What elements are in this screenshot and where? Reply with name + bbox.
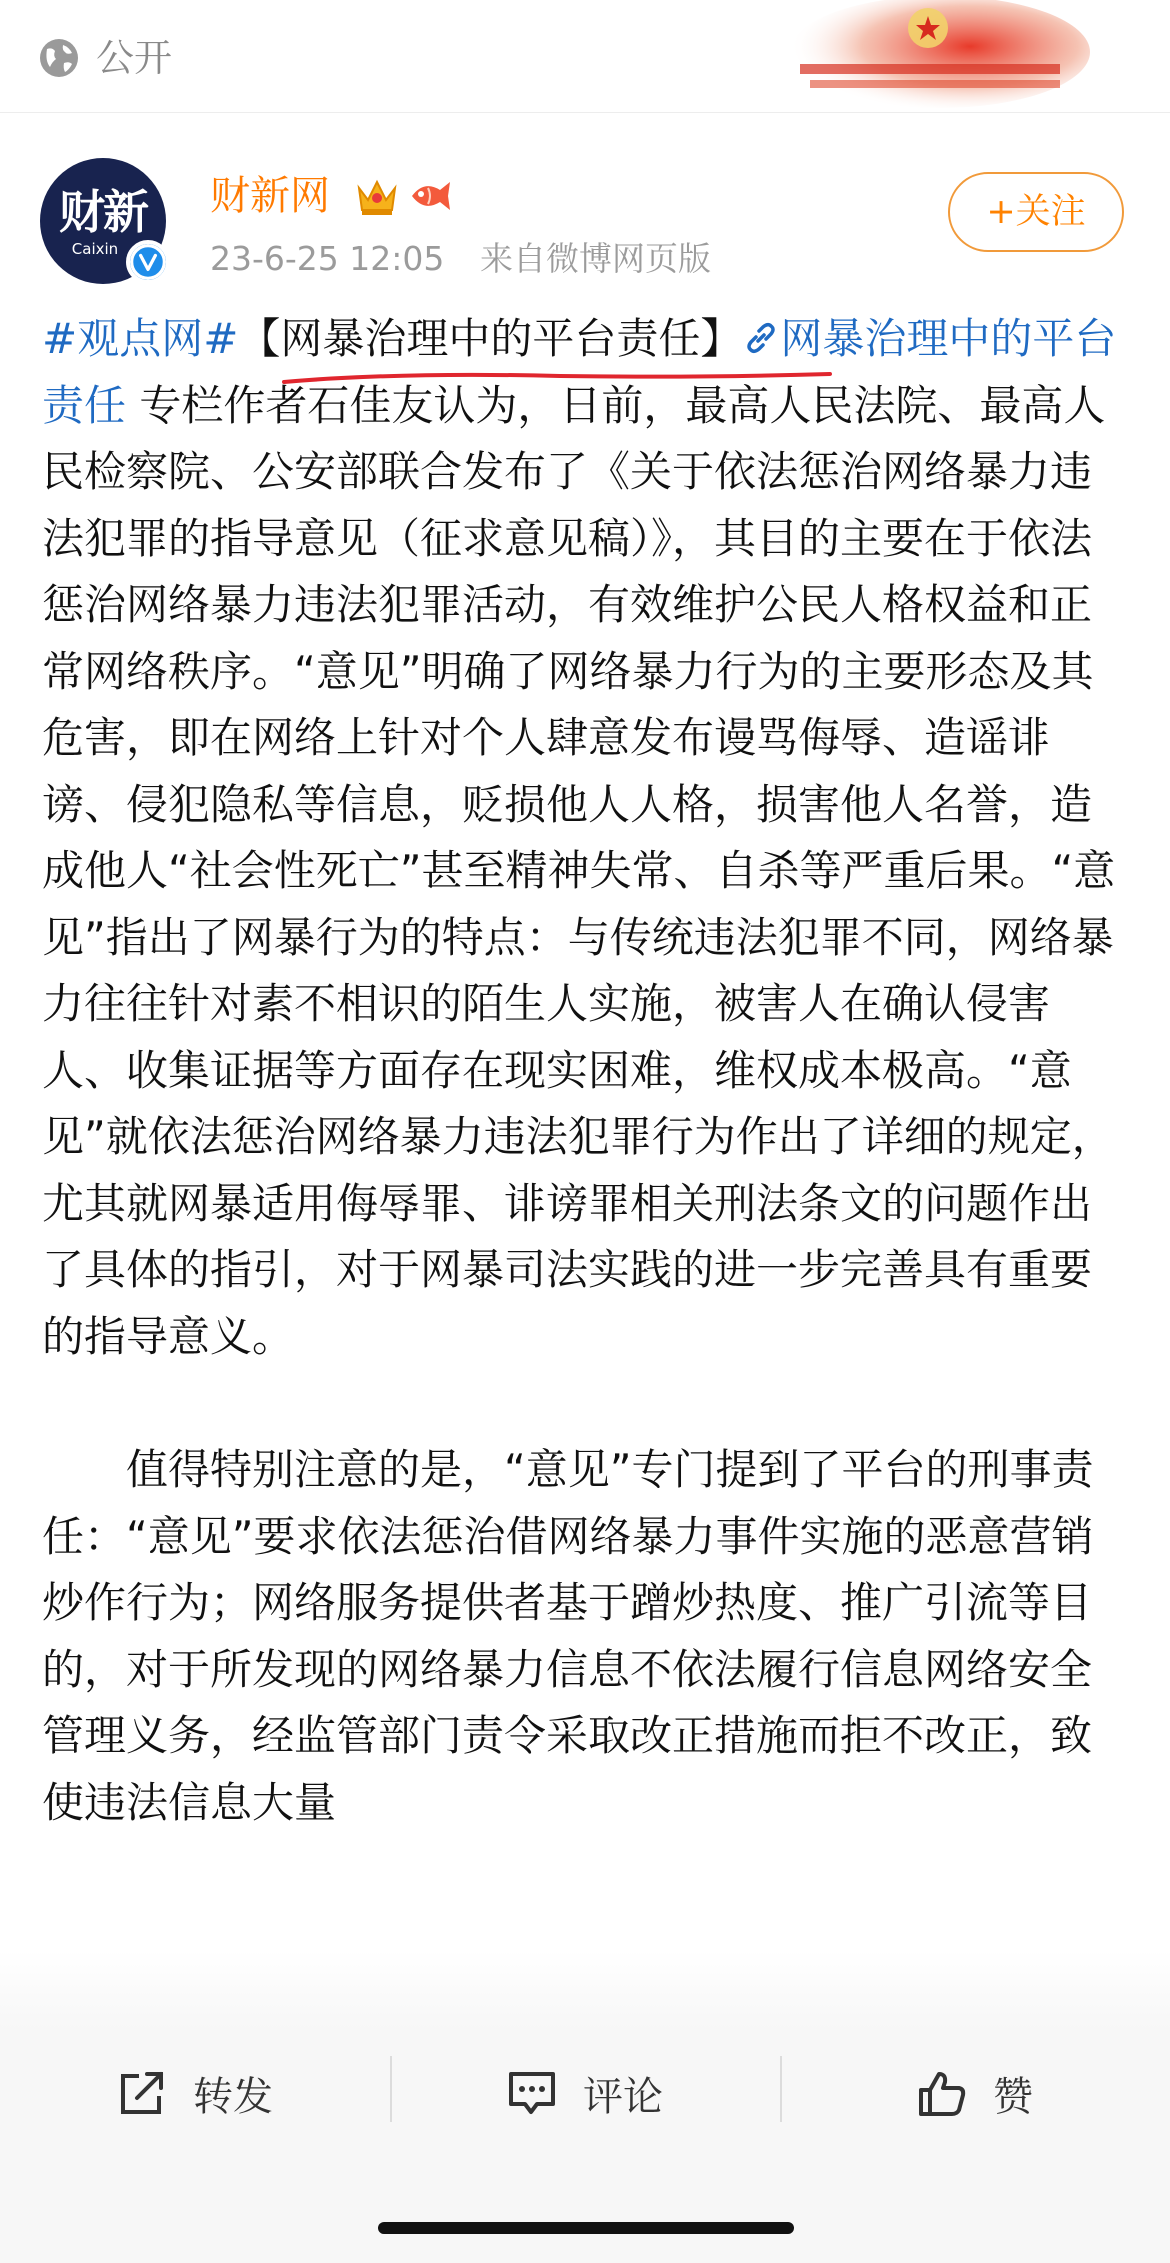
paragraph-1	[42, 306, 1132, 1370]
post-body	[42, 306, 1132, 1836]
crown-icon	[354, 174, 400, 218]
visibility-label: 公开	[96, 36, 173, 80]
post-time: 23-6-25 12:05	[210, 239, 445, 278]
avatar-subtext: Caixin	[71, 240, 119, 258]
comment-icon	[507, 2068, 557, 2118]
repost-icon	[117, 2068, 167, 2118]
repost-button[interactable]	[0, 2028, 390, 2158]
avatar-text: 财新	[59, 185, 147, 239]
article-link-text: 网暴治理中的平台责任	[42, 314, 1117, 430]
like-label: 赞	[993, 2073, 1033, 2120]
avatar[interactable]	[40, 158, 166, 284]
repost-label: 转发	[193, 2073, 273, 2120]
like-button[interactable]	[780, 2028, 1170, 2158]
link-icon	[742, 319, 780, 357]
home-indicator	[378, 2222, 794, 2234]
author-name[interactable]: 财新网	[210, 173, 330, 219]
thumbs-up-icon	[917, 2068, 967, 2118]
topic-hashtag[interactable]: #观点网#	[42, 314, 239, 363]
comment-button[interactable]	[390, 2028, 780, 2158]
post-source: 来自微博网页版	[480, 239, 711, 278]
paragraph-1-text: 专栏作者石佳友认为，日前，最高人民法院、最高人民检察院、公安部联合发布了《关于依法惩治网络暴力违法犯罪的指导意见（征求意见稿）》，其目的主要在于依法惩治网络暴力违法犯罪活动，有效维护公民人格权益和正常网络秩序。“意见”明确了网络暴力行为的主要形态及其危害，即在网络上针对个人肆意发布谩骂侮辱、造谣诽谤、侵犯隐私等信息，贬损他人人格，损害他人名誉，造成他人“社会性死亡”甚至精神失常、自杀等严重后果。“意见”指出了网暴行为的特点：与传统违法犯罪不同，网络暴力往往针对素不相识的陌生人实施，被害人在确认侵害人、收集证据等方面存在现实困难，维权成本极高。“意见”就依法惩治网络暴力违法犯罪行为作出了详细的规定，尤其就网暴适用侮辱罪、诽谤罪相关刑法条文的问题作出了具体的指引，对于网暴司法实践的进一步完善具有重要的指导意义。	[42, 380, 1116, 1361]
post-title: 【网暴治理中的平台责任】	[238, 314, 743, 363]
visibility-bar	[0, 0, 1170, 113]
paragraph-2: 值得特别注意的是，“意见”专门提到了平台的刑事责任：“意见”要求依法惩治借网络暴力事件实施的恶意营销炒作行为；网络服务提供者基于蹭炒热度、推广引流等目的，对于所发现的网络暴力信息不依法履行信息网络安全管理义务，经监管部门责令采取改正措施而拒不改正，致使违法信息大量	[42, 1445, 1094, 1827]
comment-label: 评论	[583, 2073, 663, 2120]
verified-icon	[126, 240, 170, 284]
globe-icon	[38, 37, 80, 79]
banner-decoration	[790, 0, 1090, 112]
annotation-underline	[280, 368, 834, 390]
bottom-fade	[0, 1950, 1170, 2030]
fish-icon	[406, 176, 454, 216]
follow-button[interactable]: +关注	[948, 172, 1124, 252]
